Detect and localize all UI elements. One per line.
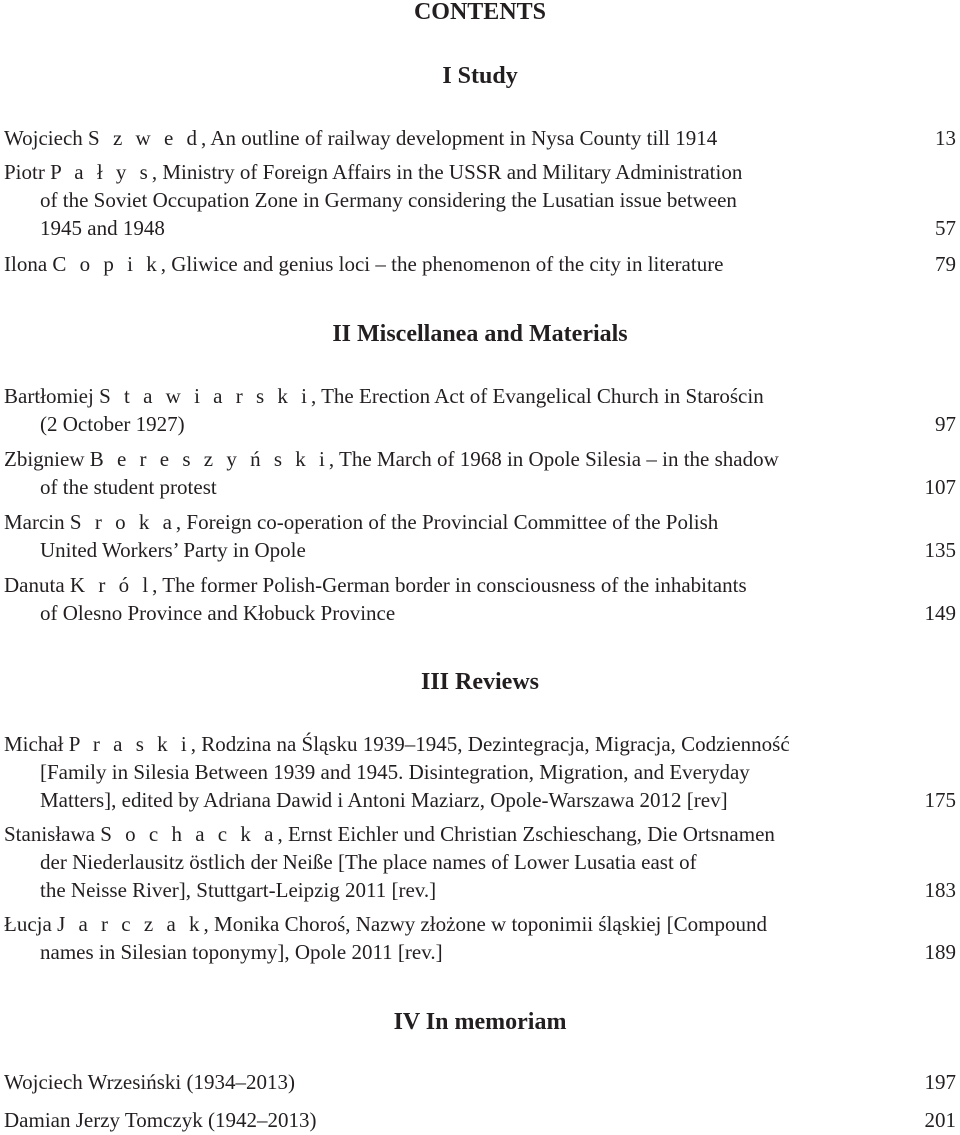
author-surname: C o p i k bbox=[52, 252, 161, 276]
entry-title-line: the Neisse River], Stuttgart-Leipzig 2011 [rev.] bbox=[40, 878, 437, 902]
page-number: 175 bbox=[924, 788, 956, 812]
entry-title-line: Matters], edited by Adriana Dawid i Antoni Maziarz, Opole-Warszawa 2012 [rev] bbox=[40, 788, 728, 812]
entry-title-line: names in Silesian toponymy], Opole 2011 [rev.] bbox=[40, 940, 443, 964]
page-number: 97 bbox=[935, 412, 956, 436]
toc-entry[interactable] bbox=[4, 571, 956, 627]
entry-title-line: Damian Jerzy Tomczyk (1942–2013) bbox=[4, 1108, 317, 1132]
toc-entry[interactable] bbox=[4, 445, 956, 501]
author-first-name: Danuta bbox=[4, 573, 65, 597]
author-surname: P r a s k i bbox=[68, 732, 191, 756]
page-number: 201 bbox=[924, 1108, 956, 1132]
entry-title-line: , Ernst Eichler und Christian Zschieschang, Die Ortsnamen bbox=[277, 822, 775, 846]
entry-title-line: der Niederlausitz östlich der Neiße [The place names of Lower Lusatia east of bbox=[40, 850, 697, 874]
page-number: 79 bbox=[935, 252, 956, 276]
author-surname: B e r e s z y ń s k i bbox=[89, 447, 329, 471]
author-first-name: Michał bbox=[4, 732, 64, 756]
page-number: 149 bbox=[924, 601, 956, 625]
toc-entry[interactable] bbox=[4, 158, 956, 242]
section-heading-in-memoriam: IV In memoriam bbox=[393, 1009, 567, 1035]
author-first-name: Piotr bbox=[4, 160, 45, 184]
toc-entry[interactable] bbox=[4, 1106, 956, 1134]
entry-title-line: , An outline of railway development in Nysa County till 1914 bbox=[201, 126, 718, 150]
page-number: 197 bbox=[924, 1070, 956, 1094]
entry-title-line: , Ministry of Foreign Affairs in the USSR and Military Administration bbox=[151, 160, 743, 184]
entry-title-line: , The Erection Act of Evangelical Church in Starościn bbox=[310, 384, 764, 408]
entry-title-line: , Monika Choroś, Nazwy złożone w toponimii śląskiej [Compound bbox=[203, 912, 767, 936]
author-first-name: Łucja bbox=[4, 912, 52, 936]
entry-title-line: , The March of 1968 in Opole Silesia – in the shadow bbox=[328, 447, 779, 471]
toc-entry[interactable] bbox=[4, 820, 956, 904]
page-number: 13 bbox=[935, 126, 956, 150]
entry-title-line: , Rodzina na Śląsku 1939–1945, Dezintegracja, Migracja, Codzienność bbox=[190, 732, 790, 756]
author-surname: K r ó l bbox=[69, 573, 153, 597]
toc-entry[interactable] bbox=[4, 1068, 956, 1096]
author-first-name: Wojciech bbox=[4, 126, 83, 150]
page-number: 107 bbox=[924, 475, 956, 499]
entry-title-line: , Gliwice and genius loci – the phenomenon of the city in literature bbox=[160, 252, 724, 276]
page-number: 189 bbox=[924, 940, 956, 964]
entry-title-line: of Olesno Province and Kłobuck Province bbox=[40, 601, 396, 625]
toc-entry[interactable] bbox=[4, 730, 956, 814]
entry-title-line: of the Soviet Occupation Zone in Germany considering the Lusatian issue between bbox=[40, 188, 737, 212]
author-surname: S z w e d bbox=[88, 126, 202, 150]
toc-entry[interactable] bbox=[4, 250, 956, 278]
entry-title-line: Wojciech Wrzesiński (1934–2013) bbox=[4, 1070, 296, 1094]
toc-entry[interactable] bbox=[4, 382, 956, 438]
author-first-name: Stanisława bbox=[4, 822, 95, 846]
author-first-name: Ilona bbox=[4, 252, 48, 276]
entry-title-line: of the student protest bbox=[40, 475, 217, 499]
toc-entry[interactable] bbox=[4, 124, 956, 152]
entry-title-line: (2 October 1927) bbox=[40, 412, 185, 436]
page-number: 183 bbox=[924, 878, 956, 902]
section-heading-study: I Study bbox=[442, 63, 518, 89]
author-surname: S t a w i a r s k i bbox=[99, 384, 311, 408]
author-surname: S r o k a bbox=[69, 510, 176, 534]
page-title: CONTENTS bbox=[413, 0, 547, 25]
toc-entry[interactable] bbox=[4, 910, 956, 966]
entry-title-line: 1945 and 1948 bbox=[40, 216, 165, 240]
toc-entry[interactable] bbox=[4, 508, 956, 564]
author-first-name: Zbigniew bbox=[4, 447, 85, 471]
entry-title-line: , The former Polish-German border in consciousness of the inhabitants bbox=[152, 573, 747, 597]
author-surname: P a ł y s bbox=[50, 160, 152, 184]
page-number: 57 bbox=[935, 216, 956, 240]
author-surname: J a r c z a k bbox=[57, 912, 204, 936]
section-heading-miscellanea: II Miscellanea and Materials bbox=[332, 321, 628, 347]
entry-title-line: United Workers’ Party in Opole bbox=[40, 538, 306, 562]
author-first-name: Marcin bbox=[4, 510, 65, 534]
section-heading-reviews: III Reviews bbox=[421, 669, 539, 695]
author-first-name: Bartłomiej bbox=[4, 384, 94, 408]
page-number: 135 bbox=[924, 538, 956, 562]
entry-title-line: [Family in Silesia Between 1939 and 1945. Disintegration, Migration, and Everyday bbox=[40, 760, 750, 784]
entry-title-line: , Foreign co-operation of the Provincial Committee of the Polish bbox=[175, 510, 719, 534]
author-surname: S o c h a c k a bbox=[100, 822, 278, 846]
